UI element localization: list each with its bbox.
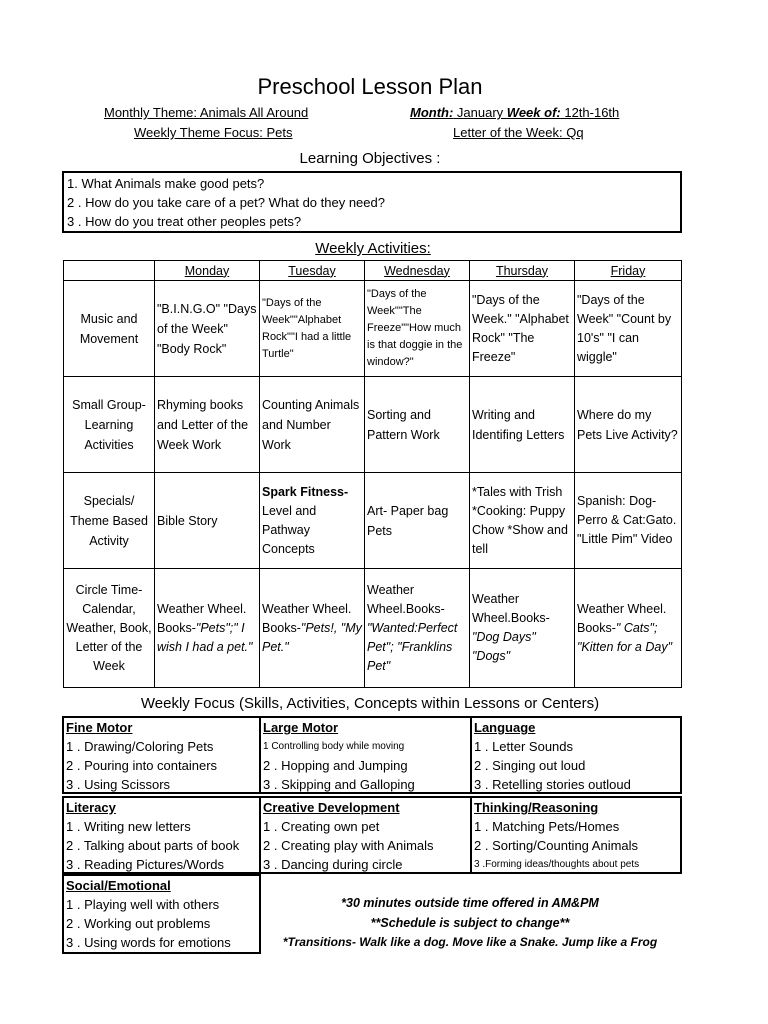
- list-item: 3 . Retelling stories outloud: [474, 777, 631, 792]
- objective-item: 2 . How do you take care of a pet? What do they need?: [67, 195, 385, 210]
- language-title: Language: [474, 720, 536, 735]
- social-emotional-title: Social/Emotional: [66, 878, 171, 893]
- objective-item: 3 . How do you treat other peoples pets?: [67, 214, 302, 229]
- objective-item: 1. What Animals make good pets?: [67, 176, 265, 191]
- language-box: [470, 716, 682, 794]
- activity-cell: Rhyming books and Letter of the Week Work: [155, 377, 260, 473]
- cell-plain: Weather Wheel. Books-: [577, 601, 667, 635]
- week-label: Week of:: [506, 105, 561, 120]
- learning-objectives-box: [62, 171, 682, 233]
- book-titles: "Pets!, "My Pet.": [262, 620, 362, 654]
- activity-cell: [155, 569, 260, 688]
- activity-cell: "Days of the Week""The Freeze""How much is that doggie in the window?": [365, 281, 470, 377]
- list-item: 3 .Forming ideas/thoughts about pets: [474, 859, 640, 870]
- book-titles: " Cats"; "Kitten for a Day": [577, 620, 673, 654]
- activity-cell: Sorting and Pattern Work: [365, 377, 470, 473]
- literacy-box: [62, 796, 261, 874]
- book-titles: "Wanted:Perfect Pet"; "Franklins Pet": [367, 620, 458, 673]
- weekly-theme-focus: Weekly Theme Focus: Pets: [134, 125, 293, 140]
- activity-cell: Art- Paper bag Pets: [365, 473, 470, 569]
- month-label: Month:: [410, 105, 454, 120]
- activity-cell: *Tales with Trish *Cooking: Puppy Chow *Show and tell: [470, 473, 575, 569]
- list-item: 2 . Working out problems: [66, 916, 211, 931]
- day-header: Friday: [575, 261, 682, 281]
- large-motor-title: Large Motor: [263, 720, 339, 735]
- list-item: 3 . Using words for emotions: [66, 935, 231, 950]
- list-item: 1 . Playing well with others: [66, 897, 220, 912]
- social-emotional-box: [62, 874, 261, 954]
- corner-cell: [64, 261, 155, 281]
- cell-rest: Level and Pathway Concepts: [262, 503, 317, 556]
- list-item: 1 . Creating own pet: [263, 819, 380, 834]
- list-item: 2 . Pouring into containers: [66, 758, 218, 773]
- activity-cell: "Days of the Week" "Count by 10's" "I can wiggle": [575, 281, 682, 377]
- activity-cell: "Days of the Week""Alphabet Rock""I had a little Turtle": [260, 281, 365, 377]
- large-motor-box: [259, 716, 472, 794]
- learning-objectives-heading: Learning Objectives :: [299, 150, 441, 167]
- list-item: 3 . Reading Pictures/Words: [66, 857, 224, 872]
- thinking-reasoning-title: Thinking/Reasoning: [474, 800, 599, 815]
- list-item: 1 . Writing new letters: [66, 819, 191, 834]
- week-value: 12th-16th: [560, 105, 620, 120]
- day-header: Thursday: [470, 261, 575, 281]
- table-row: [64, 569, 682, 688]
- list-item: 2 . Singing out loud: [474, 758, 586, 773]
- list-item: 1 Controlling body while moving: [263, 741, 405, 752]
- weekly-activities-table: [63, 260, 682, 688]
- list-item: 1 . Drawing/Coloring Pets: [66, 739, 214, 754]
- bold-lead: Spark Fitness-: [262, 484, 349, 499]
- activity-cell: Bible Story: [155, 473, 260, 569]
- list-item: 3 . Using Scissors: [66, 777, 171, 792]
- activity-cell: "Days of the Week." "Alphabet Rock" "The Freeze": [470, 281, 575, 377]
- cell-plain: Weather Wheel. Books-: [157, 601, 247, 635]
- activity-cell: [260, 473, 365, 569]
- row-label: Specials/ Theme Based Activity: [64, 473, 155, 569]
- table-row: [64, 377, 682, 473]
- weekly-activities-heading: Weekly Activities:: [315, 240, 431, 257]
- schedule-note: **Schedule is subject to change**: [370, 916, 570, 930]
- day-header: Wednesday: [365, 261, 470, 281]
- row-label: Circle Time- Calendar, Weather, Book, Letter of the Week: [64, 569, 155, 688]
- fine-motor-title: Fine Motor: [66, 720, 133, 735]
- transitions-note: *Transitions- Walk like a dog. Move like a Snake. Jump like a Frog: [282, 935, 658, 949]
- page-title: Preschool Lesson Plan: [257, 74, 483, 99]
- list-item: 2 . Sorting/Counting Animals: [474, 838, 639, 853]
- activity-cell: [470, 569, 575, 688]
- outside-time-note: *30 minutes outside time offered in AM&PM: [341, 896, 599, 910]
- table-row: [64, 473, 682, 569]
- creative-development-title: Creative Development: [263, 800, 400, 815]
- table-row: [64, 281, 682, 377]
- list-item: 2 . Talking about parts of book: [66, 838, 240, 853]
- activity-cell: Writing and Identifing Letters: [470, 377, 575, 473]
- day-header: Tuesday: [260, 261, 365, 281]
- activity-cell: [260, 569, 365, 688]
- cell-plain: Weather Wheel. Books-: [262, 601, 352, 635]
- row-label: Music and Movement: [64, 281, 155, 377]
- list-item: 3 . Dancing during circle: [263, 857, 403, 872]
- activity-cell: Counting Animals and Number Work: [260, 377, 365, 473]
- activity-cell: [575, 569, 682, 688]
- activity-cell: Where do my Pets Live Activity?: [575, 377, 682, 473]
- letter-of-week: Letter of the Week: Qq: [453, 125, 584, 140]
- list-item: 1 . Letter Sounds: [474, 739, 574, 754]
- thinking-reasoning-box: [470, 796, 682, 874]
- row-label: Small Group- Learning Activities: [64, 377, 155, 473]
- creative-development-box: [259, 796, 472, 874]
- month-value: January: [453, 105, 507, 120]
- book-titles: "Dog Days" "Dogs": [472, 630, 536, 663]
- list-item: 2 . Creating play with Animals: [263, 838, 434, 853]
- fine-motor-box: [62, 716, 261, 794]
- activity-cell: [365, 569, 470, 688]
- weekly-focus-heading: Weekly Focus (Skills, Activities, Concepts within Lessons or Centers): [140, 695, 600, 712]
- list-item: 2 . Hopping and Jumping: [263, 758, 408, 773]
- list-item: 3 . Skipping and Galloping: [263, 777, 415, 792]
- month-week-line: [410, 105, 619, 120]
- activity-cell: Spanish: Dog-Perro & Cat:Gato. "Little Pim" Video: [575, 473, 682, 569]
- day-header: Monday: [155, 261, 260, 281]
- activity-cell: "B.I.N.G.O" "Days of the Week" "Body Rock": [155, 281, 260, 377]
- monthly-theme: Monthly Theme: Animals All Around: [104, 105, 309, 120]
- literacy-title: Literacy: [66, 800, 116, 815]
- book-titles: "Pets";" I wish I had a pet.": [157, 620, 253, 654]
- list-item: 1 . Matching Pets/Homes: [474, 819, 620, 834]
- cell-plain: Weather Wheel.Books-: [367, 582, 445, 616]
- cell-plain: Weather Wheel.Books-: [472, 592, 550, 625]
